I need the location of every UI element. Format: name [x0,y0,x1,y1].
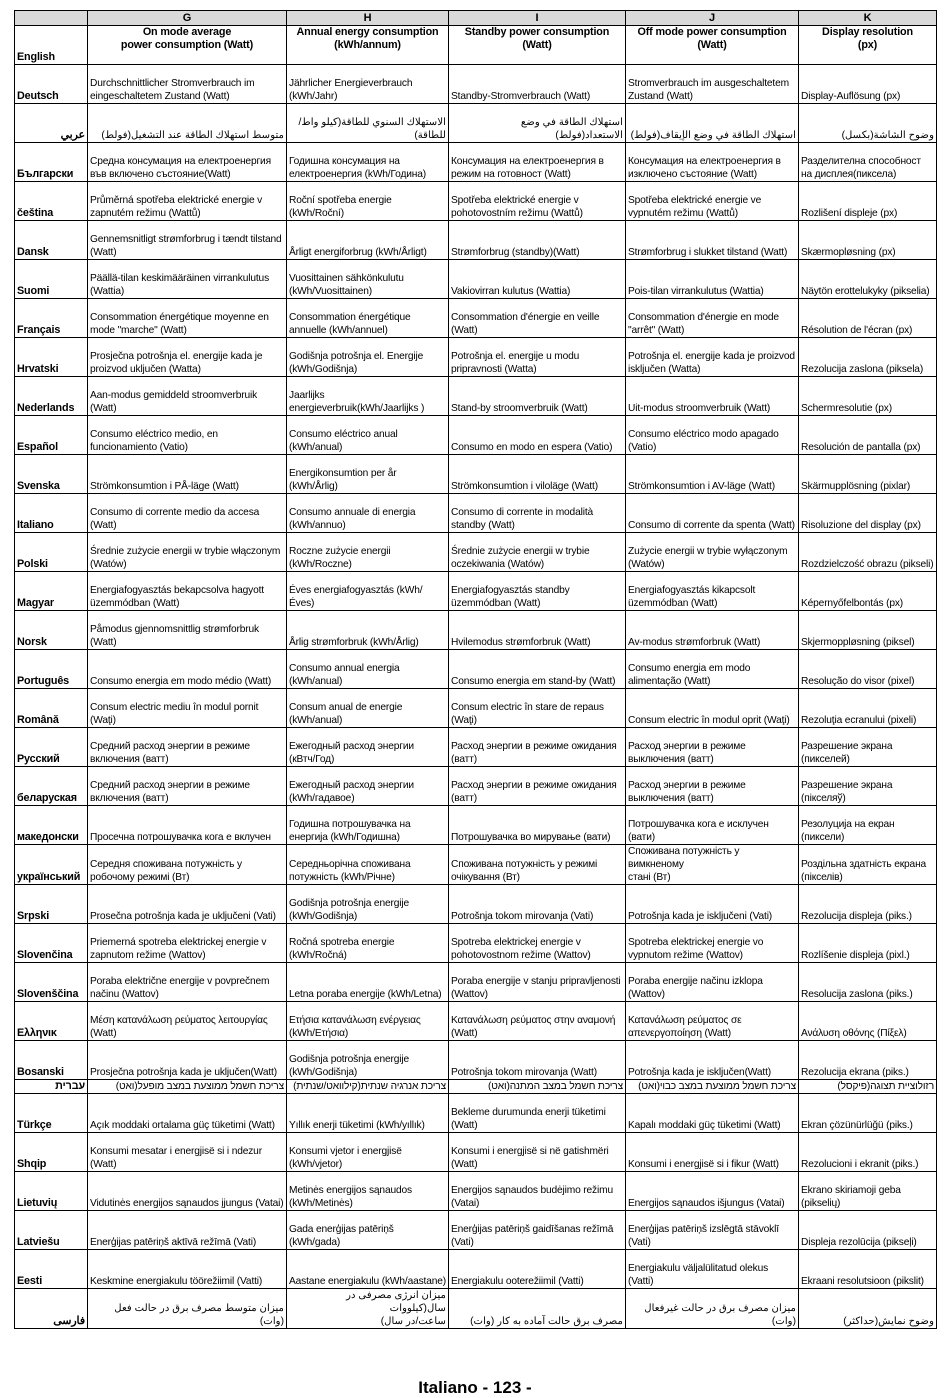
table-cell: Zużycie energii w trybie wyłączonym (Watów) [626,533,799,572]
table-cell: Споживана потужність у режимі очікування (Вт) [449,845,626,885]
table-cell: Расход энергии в режиме выключения (ватт) [626,767,799,806]
table-row [15,182,937,221]
table-row [15,338,937,377]
table-cell: Schermresolutie (px) [799,377,937,416]
table-row [15,1172,937,1211]
table-cell: Rezolucija displeja (piks.) [799,885,937,924]
header-cell: Standby power consumption (Watt) [449,26,626,65]
language-label: Polski [15,533,88,572]
header-cell: On mode average power consumption (Watt) [88,26,287,65]
language-label: Română [15,689,88,728]
table-cell: Energiakulu väljalülitatud olekus (Vatti) [626,1250,799,1289]
table-row [15,806,937,845]
table-row [15,455,937,494]
table-cell: Consumo eléctrico anual (kWh/anual) [287,416,449,455]
table-cell: צריכת אנרגיה שנתית(קילוואט/שנתית) [287,1080,449,1094]
table-cell: Κατανάλωση ρεύματος σε απενεργοποίηση (Watt) [626,1002,799,1041]
language-label: عربي [15,104,88,143]
table-cell: Consumo annual energia (kWh/anual) [287,650,449,689]
table-cell: Éves energiafogyasztás (kWh/Éves) [287,572,449,611]
table-cell: Roczne zużycie energii (kWh/Roczne) [287,533,449,572]
table-row [15,924,937,963]
table-cell: Keskmine energiakulu töörežiimil (Vatti) [88,1250,287,1289]
column-letter-row [15,11,937,26]
table-cell: مصرف برق حالت آماده به کار (وات) [449,1289,626,1329]
table-cell: Konsumi mesatar i energjisë si i ndezur (Watt) [88,1133,287,1172]
table-cell: Prosečna potrošnja kada je uključeni (Vati) [88,885,287,924]
spec-table-sheet [14,10,936,1329]
table-cell: Consumo energia em modo médio (Watt) [88,650,287,689]
table-cell: Consum anual de energie (kWh/anual) [287,689,449,728]
language-label: Suomi [15,260,88,299]
table-cell: Consumo eléctrico modo apagado (Vatio) [626,416,799,455]
table-cell: Konsumi vjetor i energjisë (kWh/vjetor) [287,1133,449,1172]
table-cell: Pois-tilan virrankulutus (Wattia) [626,260,799,299]
table-row [15,1211,937,1250]
table-row [15,377,937,416]
table-cell: Energiafogyasztás bekapcsolva hagyott üzemmódban (Watt) [88,572,287,611]
table-cell: وضوح الشاشة(بكسل) [799,104,937,143]
table-cell: Enerģijas patēriņš izslēgtā stāvoklī (Vati) [626,1211,799,1250]
table-cell: Jährlicher Energieverbrauch (kWh/Jahr) [287,65,449,104]
language-label: فارسى [15,1289,88,1329]
table-row [15,221,937,260]
table-cell: Vuosittainen sähkönkulutu (kWh/Vuosittainen) [287,260,449,299]
table-cell: Enerģijas patēriņš gaidīšanas režīmā (Vati) [449,1211,626,1250]
table-cell: متوسط استهلاك الطاقة عند التشغيل(فولط) [88,104,287,143]
table-cell: Середня споживана потужність у робочому режимі (Вт) [88,845,287,885]
table-cell: Priemerná spotreba elektrickej energie v zapnutom režime (Wattov) [88,924,287,963]
table-cell: میزان مصرف برق در حالت غیرفعال (وات) [626,1289,799,1329]
table-cell: Képernyőfelbontás (px) [799,572,937,611]
table-cell: Skjermoppløsning (piksel) [799,611,937,650]
table-cell: Consommation énergétique moyenne en mode "marche" (Watt) [88,299,287,338]
table-cell: Durchschnittlicher Stromverbrauch im eingeschaltetem Zustand (Watt) [88,65,287,104]
table-cell: Letna poraba energije (kWh/Letna) [287,963,449,1002]
table-cell: Ежегодный расход энергии (kWh/гадавое) [287,767,449,806]
language-label: Hrvatski [15,338,88,377]
table-cell: Consumo eléctrico medio, en funcionamiento (Vatio) [88,416,287,455]
language-label: Ελληνικ [15,1002,88,1041]
language-label: Deutsch [15,65,88,104]
table-cell: Κατανάλωση ρεύματος στην αναμονή (Watt) [449,1002,626,1041]
table-body [15,11,937,1329]
table-cell: Displeja rezolūcija (pikseļi) [799,1211,937,1250]
table-cell: Jaarlijks energieverbruik(kWh/Jaarlijks ) [287,377,449,416]
language-label: македонски [15,806,88,845]
table-cell: Résolution de l'écran (px) [799,299,937,338]
table-cell: Потрошувачка во мирување (вати) [449,806,626,845]
table-cell: Consommation d'énergie en mode "arrêt" (Watt) [626,299,799,338]
table-cell: Spotřeba elektrické energie ve vypnutém režimu (Wattů) [626,182,799,221]
language-label: Slovenščina [15,963,88,1002]
table-cell: Vakiovirran kulutus (Wattia) [449,260,626,299]
table-row [15,1002,937,1041]
page-number: - 123 - [482,1378,532,1397]
table-cell: Stromverbrauch im ausgeschaltetem Zustand (Watt) [626,65,799,104]
table-cell: Rezolucioni i ekranit (piks.) [799,1133,937,1172]
table-row [15,494,937,533]
table-cell: Consumo di corrente medio da accesa (Watt) [88,494,287,533]
language-label: Português [15,650,88,689]
table-cell: Середньорічна споживана потужність (kWh/Річне) [287,845,449,885]
table-row [15,1133,937,1172]
table-cell: Prosječna potrošnja kada je uključen(Watt) [88,1041,287,1080]
language-label: Srpski [15,885,88,924]
table-cell: Bekleme durumunda enerji tüketimi (Watt) [449,1094,626,1133]
table-row [15,963,937,1002]
table-row [15,1289,937,1329]
table-cell: Potrošnja kada je isključeni (Vati) [626,885,799,924]
table-row [15,611,937,650]
table-cell: Годишна консумация на електроенергия (kWh/Година) [287,143,449,182]
table-row [15,845,937,885]
table-cell: میزان متوسط مصرف برق در حالت فعل (وات) [88,1289,287,1329]
table-row [15,650,937,689]
table-cell: Godišnja potrošnja energije (kWh/Godišnja) [287,1041,449,1080]
table-cell: Av-modus strømforbruk (Watt) [626,611,799,650]
table-cell: Rezolucija ekrana (piks.) [799,1041,937,1080]
table-cell: Strømforbrug (standby)(Watt) [449,221,626,260]
table-cell: Potrošnja el. energije u modu pripravnosti (Watta) [449,338,626,377]
language-label: Bosanski [15,1041,88,1080]
table-cell: Средний расход энергии в режиме включения (ватт) [88,767,287,806]
table-cell: Hvilemodus strømforbruk (Watt) [449,611,626,650]
table-row [15,885,937,924]
language-label: Slovenčina [15,924,88,963]
language-label: Български [15,143,88,182]
table-cell: Skærmopløsning (px) [799,221,937,260]
table-cell: الاستهلاك السنوي للطاقة(كيلو واط/للطاقة) [287,104,449,143]
table-row [15,143,937,182]
table-row [15,1094,937,1133]
language-label: Shqip [15,1133,88,1172]
language-label: Italiano [15,494,88,533]
header-row [15,26,937,65]
language-label: Latviešu [15,1211,88,1250]
table-cell: Роздільна здатність екрана (пікселів) [799,845,937,885]
table-cell: צריכת חשמל ממוצעת במצב כבוי(ואט) [626,1080,799,1094]
table-cell: Resolución de pantalla (px) [799,416,937,455]
column-letter: I [449,11,626,26]
table-row [15,260,937,299]
table-cell: Средна консумация на електроенергия във включено състояние(Watt) [88,143,287,182]
language-label: Français [15,299,88,338]
table-cell: Consommation d'énergie en veille (Watt) [449,299,626,338]
table-cell: Påmodus gjennomsnittlig strømforbruk (Watt) [88,611,287,650]
table-row [15,728,937,767]
table-cell: Energijos sąnaudos budėjimo režimu (Vatai) [449,1172,626,1211]
language-label: Dansk [15,221,88,260]
table-cell: Ekran çözünürlüğü (piks.) [799,1094,937,1133]
table-cell: Konsumi i energjisë si në gatishmëri (Watt) [449,1133,626,1172]
language-label: беларуская [15,767,88,806]
table-cell: Aastane energiakulu (kWh/aastane) [287,1250,449,1289]
language-label: Svenska [15,455,88,494]
table-cell: Skärmupplösning (pixlar) [799,455,937,494]
table-cell: Consumo en modo en espera (Vatio) [449,416,626,455]
table-cell: میزان انرژی مصرفی در سال(کیلووات ساعت/در سال) [287,1289,449,1329]
table-cell: צריכת חשמל במצב המתנה(ואט) [449,1080,626,1094]
table-cell: Średnie zużycie energii w trybie oczekiwania (Watów) [449,533,626,572]
table-cell: Spotreba elektrickej energie vo vypnutom režime (Wattov) [626,924,799,963]
table-row [15,1080,937,1094]
table-cell: Просечна потрошувачка кога е вклучен [88,806,287,845]
table-cell: استهلاك الطاقة في وضع الاستعداد(فولط) [449,104,626,143]
language-label: čeština [15,182,88,221]
table-cell: Risoluzione del display (px) [799,494,937,533]
table-cell: Vidutinės energijos sąnaudos įjungus (Vatai) [88,1172,287,1211]
language-label: Eesti [15,1250,88,1289]
table-cell: Разрешение экрана (пикселей) [799,728,937,767]
table-cell: Разрешение экрана (пікселяў) [799,767,937,806]
table-cell: Årligt energiforbrug (kWh/Årligt) [287,221,449,260]
table-cell: Расход энергии в режиме ожидания (ватт) [449,728,626,767]
table-cell: Spotřeba elektrické energie v pohotovostním režimu (Wattů) [449,182,626,221]
column-letter: J [626,11,799,26]
table-cell: Stand-by stroomverbruik (Watt) [449,377,626,416]
table-cell: Rozdzielczość obrazu (pikseli) [799,533,937,572]
table-cell: Strömkonsumtion i PÅ-läge (Watt) [88,455,287,494]
table-cell: Годишна потрошувачка на енергија (kWh/Годишна) [287,806,449,845]
language-label: Nederlands [15,377,88,416]
table-cell: Ετήσια κατανάλωση ενέργειας (kWh/Ετήσια) [287,1002,449,1041]
table-cell: Energikonsumtion per år (kWh/Årlig) [287,455,449,494]
table-cell: Spotreba elektrickej energie v pohotovostnom režime (Wattov) [449,924,626,963]
table-cell: Metinės energijos sąnaudos (kWh/Metinės) [287,1172,449,1211]
table-row [15,416,937,455]
table-cell: Enerģijas patēriņš aktīvā režīmā (Vati) [88,1211,287,1250]
table-cell: Potrošnja tokom mirovanja (Vati) [449,885,626,924]
table-cell: Resolucija zaslona (piks.) [799,963,937,1002]
table-cell: Uit-modus stroomverbruik (Watt) [626,377,799,416]
table-cell: Rezoluţia ecranului (pixeli) [799,689,937,728]
language-label: עברית [15,1080,88,1094]
table-cell: Strömkonsumtion i AV-läge (Watt) [626,455,799,494]
table-cell: Расход энергии в режиме ожидания (ватт) [449,767,626,806]
table-cell: Споживана потужність у вимкненому стані (Вт) [626,845,799,885]
table-cell: Rezolucija zaslona (piksela) [799,338,937,377]
table-cell: Rozlíšenie displeja (pixl.) [799,924,937,963]
table-cell: Consumo di corrente da spenta (Watt) [626,494,799,533]
table-cell: Prosječna potrošnja el. energije kada je proizvod uključen (Watta) [88,338,287,377]
table-cell: Средний расход энергии в режиме включения (ватт) [88,728,287,767]
table-cell: Poraba energije v stanju pripravljenosti (Wattov) [449,963,626,1002]
table-cell: Gennemsnitligt strømforbrug i tændt tilstand (Watt) [88,221,287,260]
table-cell: Display-Auflösung (px) [799,65,937,104]
table-cell: Aan-modus gemiddeld stroomverbruik (Watt) [88,377,287,416]
table-row [15,104,937,143]
header-cell: Off mode power consumption (Watt) [626,26,799,65]
table-cell: Расход энергии в режиме выключения (ватт) [626,728,799,767]
table-cell: רזולוציית תצוגה(פיקסל) [799,1080,937,1094]
table-cell: وضوح نمایش(حداکثر) [799,1289,937,1329]
table-cell: Consumo energia em stand-by (Watt) [449,650,626,689]
table-cell: Gada enerģijas patēriņš (kWh/gada) [287,1211,449,1250]
language-label: Norsk [15,611,88,650]
table-cell: Resolução do visor (pixel) [799,650,937,689]
table-cell: Consommation énergétique annuelle (kWh/annuel) [287,299,449,338]
table-cell: Energiakulu ooterežiimil (Vatti) [449,1250,626,1289]
table-cell: Konsumi i energjisë si i fikur (Watt) [626,1133,799,1172]
table-row [15,65,937,104]
table-cell: Consumo di corrente in modalità standby (Watt) [449,494,626,533]
language-label: Lietuvių [15,1172,88,1211]
language-label: Türkçe [15,1094,88,1133]
table-cell: צריכת חשמל ממוצעת במצב מופעל(ואט) [88,1080,287,1094]
table-cell: Ročná spotreba energie (kWh/Ročná) [287,924,449,963]
table-cell: Консумация на електроенергия в изключено състояние (Watt) [626,143,799,182]
table-row [15,533,937,572]
table-cell: Ekrano skiriamoji geba (pikselių) [799,1172,937,1211]
table-row [15,767,937,806]
column-letter: H [287,11,449,26]
table-cell: Потрошувачка кога е исклучен (вати) [626,806,799,845]
table-cell: Potrošnja kada je isključen(Watt) [626,1041,799,1080]
table-cell: Yıllık enerji tüketimi (kWh/yıllık) [287,1094,449,1133]
language-label: Русский [15,728,88,767]
table-cell: Potrošnja tokom mirovanja (Watt) [449,1041,626,1080]
table-row [15,1041,937,1080]
table-cell: Консумация на електроенергия в режим на готовност (Watt) [449,143,626,182]
table-row [15,689,937,728]
table-cell: Årlig strømforbruk (kWh/Årlig) [287,611,449,650]
table-cell: Energiafogyasztás standby üzemmódban (Watt) [449,572,626,611]
table-cell: Ежегодный расход энергии (кВтч/Год) [287,728,449,767]
table-cell: Consum electric mediu în modul pornit (Waţi) [88,689,287,728]
language-label: Español [15,416,88,455]
footer-language: Italiano [418,1378,478,1397]
table-cell: Potrošnja el. energije kada je proizvod isključen (Watta) [626,338,799,377]
power-consumption-table [14,10,937,1329]
table-cell: Consum electric în modul oprit (Waţi) [626,689,799,728]
header-cell: Annual energy consumption (kWh/annum) [287,26,449,65]
table-row [15,572,937,611]
table-cell: استهلاك الطاقة في وضع الإيقاف(فولط) [626,104,799,143]
table-cell: Energijos sąnaudos išjungus (Vatai) [626,1172,799,1211]
table-cell: Średnie zużycie energii w trybie włączonym (Watów) [88,533,287,572]
table-row [15,299,937,338]
table-cell: Kapalı moddaki güç tüketimi (Watt) [626,1094,799,1133]
table-cell: Consum electric în stare de repaus (Waţi) [449,689,626,728]
table-cell: Резолуција на екран (пиксели) [799,806,937,845]
table-cell: Разделителна способност на дисплея(пиксела) [799,143,937,182]
table-cell: Průměrná spotřeba elektrické energie v zapnutém režimu (Wattů) [88,182,287,221]
table-cell: Ekraani resolutsioon (pikslit) [799,1250,937,1289]
table-cell: Roční spotřeba energie (kWh/Roční) [287,182,449,221]
corner-cell [15,11,88,26]
table-cell: Päällä-tilan keskimääräinen virrankulutus (Wattia) [88,260,287,299]
table-cell: Godišnja potrošnja el. Energije (kWh/Godišnja) [287,338,449,377]
table-cell: Poraba električne energije v povprečnem načinu (Wattov) [88,963,287,1002]
table-cell: Näytön erottelukyky (pikselia) [799,260,937,299]
table-cell: Strömkonsumtion i viloläge (Watt) [449,455,626,494]
column-letter: G [88,11,287,26]
column-letter: K [799,11,937,26]
table-cell: Açık moddaki ortalama güç tüketimi (Watt) [88,1094,287,1133]
table-cell: Μέση κατανάλωση ρεύματος λειτουργίας (Watt) [88,1002,287,1041]
table-cell: Ανάλυση οθόνης (Πίξελ) [799,1002,937,1041]
table-cell: Energiafogyasztás kikapcsolt üzemmódban (Watt) [626,572,799,611]
language-label: English [15,26,88,65]
language-label: Magyar [15,572,88,611]
table-cell: Standby-Stromverbrauch (Watt) [449,65,626,104]
table-cell: Rozlišení displeje (px) [799,182,937,221]
table-row [15,1250,937,1289]
table-cell: Godišnja potrošnja energije (kWh/Godišnja) [287,885,449,924]
table-cell: Consumo annuale di energia (kWh/annuo) [287,494,449,533]
table-cell: Poraba energije načinu izklopa (Wattov) [626,963,799,1002]
header-cell: Display resolution (px) [799,26,937,65]
language-label: український [15,845,88,885]
page-footer [0,1378,950,1398]
table-cell: Strømforbrug i slukket tilstand (Watt) [626,221,799,260]
table-cell: Consumo energia em modo alimentação (Watt) [626,650,799,689]
